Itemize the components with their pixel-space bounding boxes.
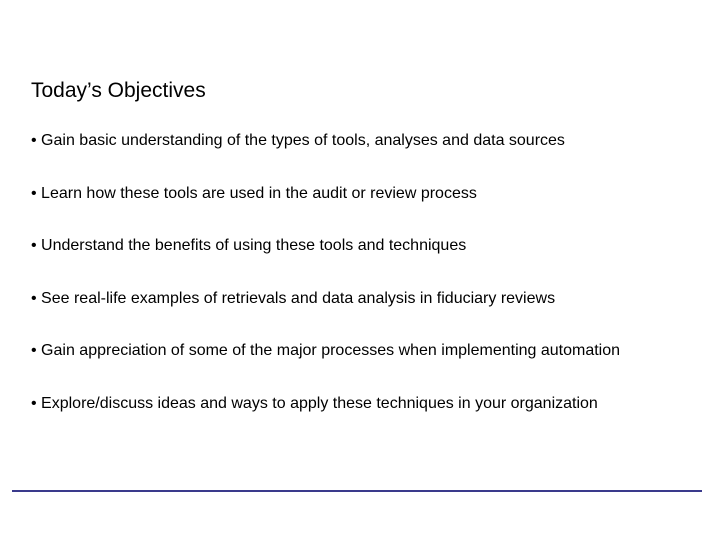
objective-item: • Gain appreciation of some of the major processes when implementing automation <box>31 342 621 359</box>
objective-item: • Learn how these tools are used in the audit or review process <box>31 184 477 202</box>
footer-divider <box>12 490 702 492</box>
slide-title: Today’s Objectives <box>31 79 206 102</box>
objective-item: • Understand the benefits of using these tools and techniques <box>31 237 467 254</box>
objective-item: • Gain basic understanding of the types of tools, analyses and data sources <box>31 132 565 149</box>
objective-item: • See real-life examples of retrievals and data analysis in fiduciary reviews <box>31 289 556 307</box>
objective-item: • Explore/discuss ideas and ways to apply these techniques in your organization <box>31 394 598 412</box>
objectives-list <box>31 131 620 446</box>
